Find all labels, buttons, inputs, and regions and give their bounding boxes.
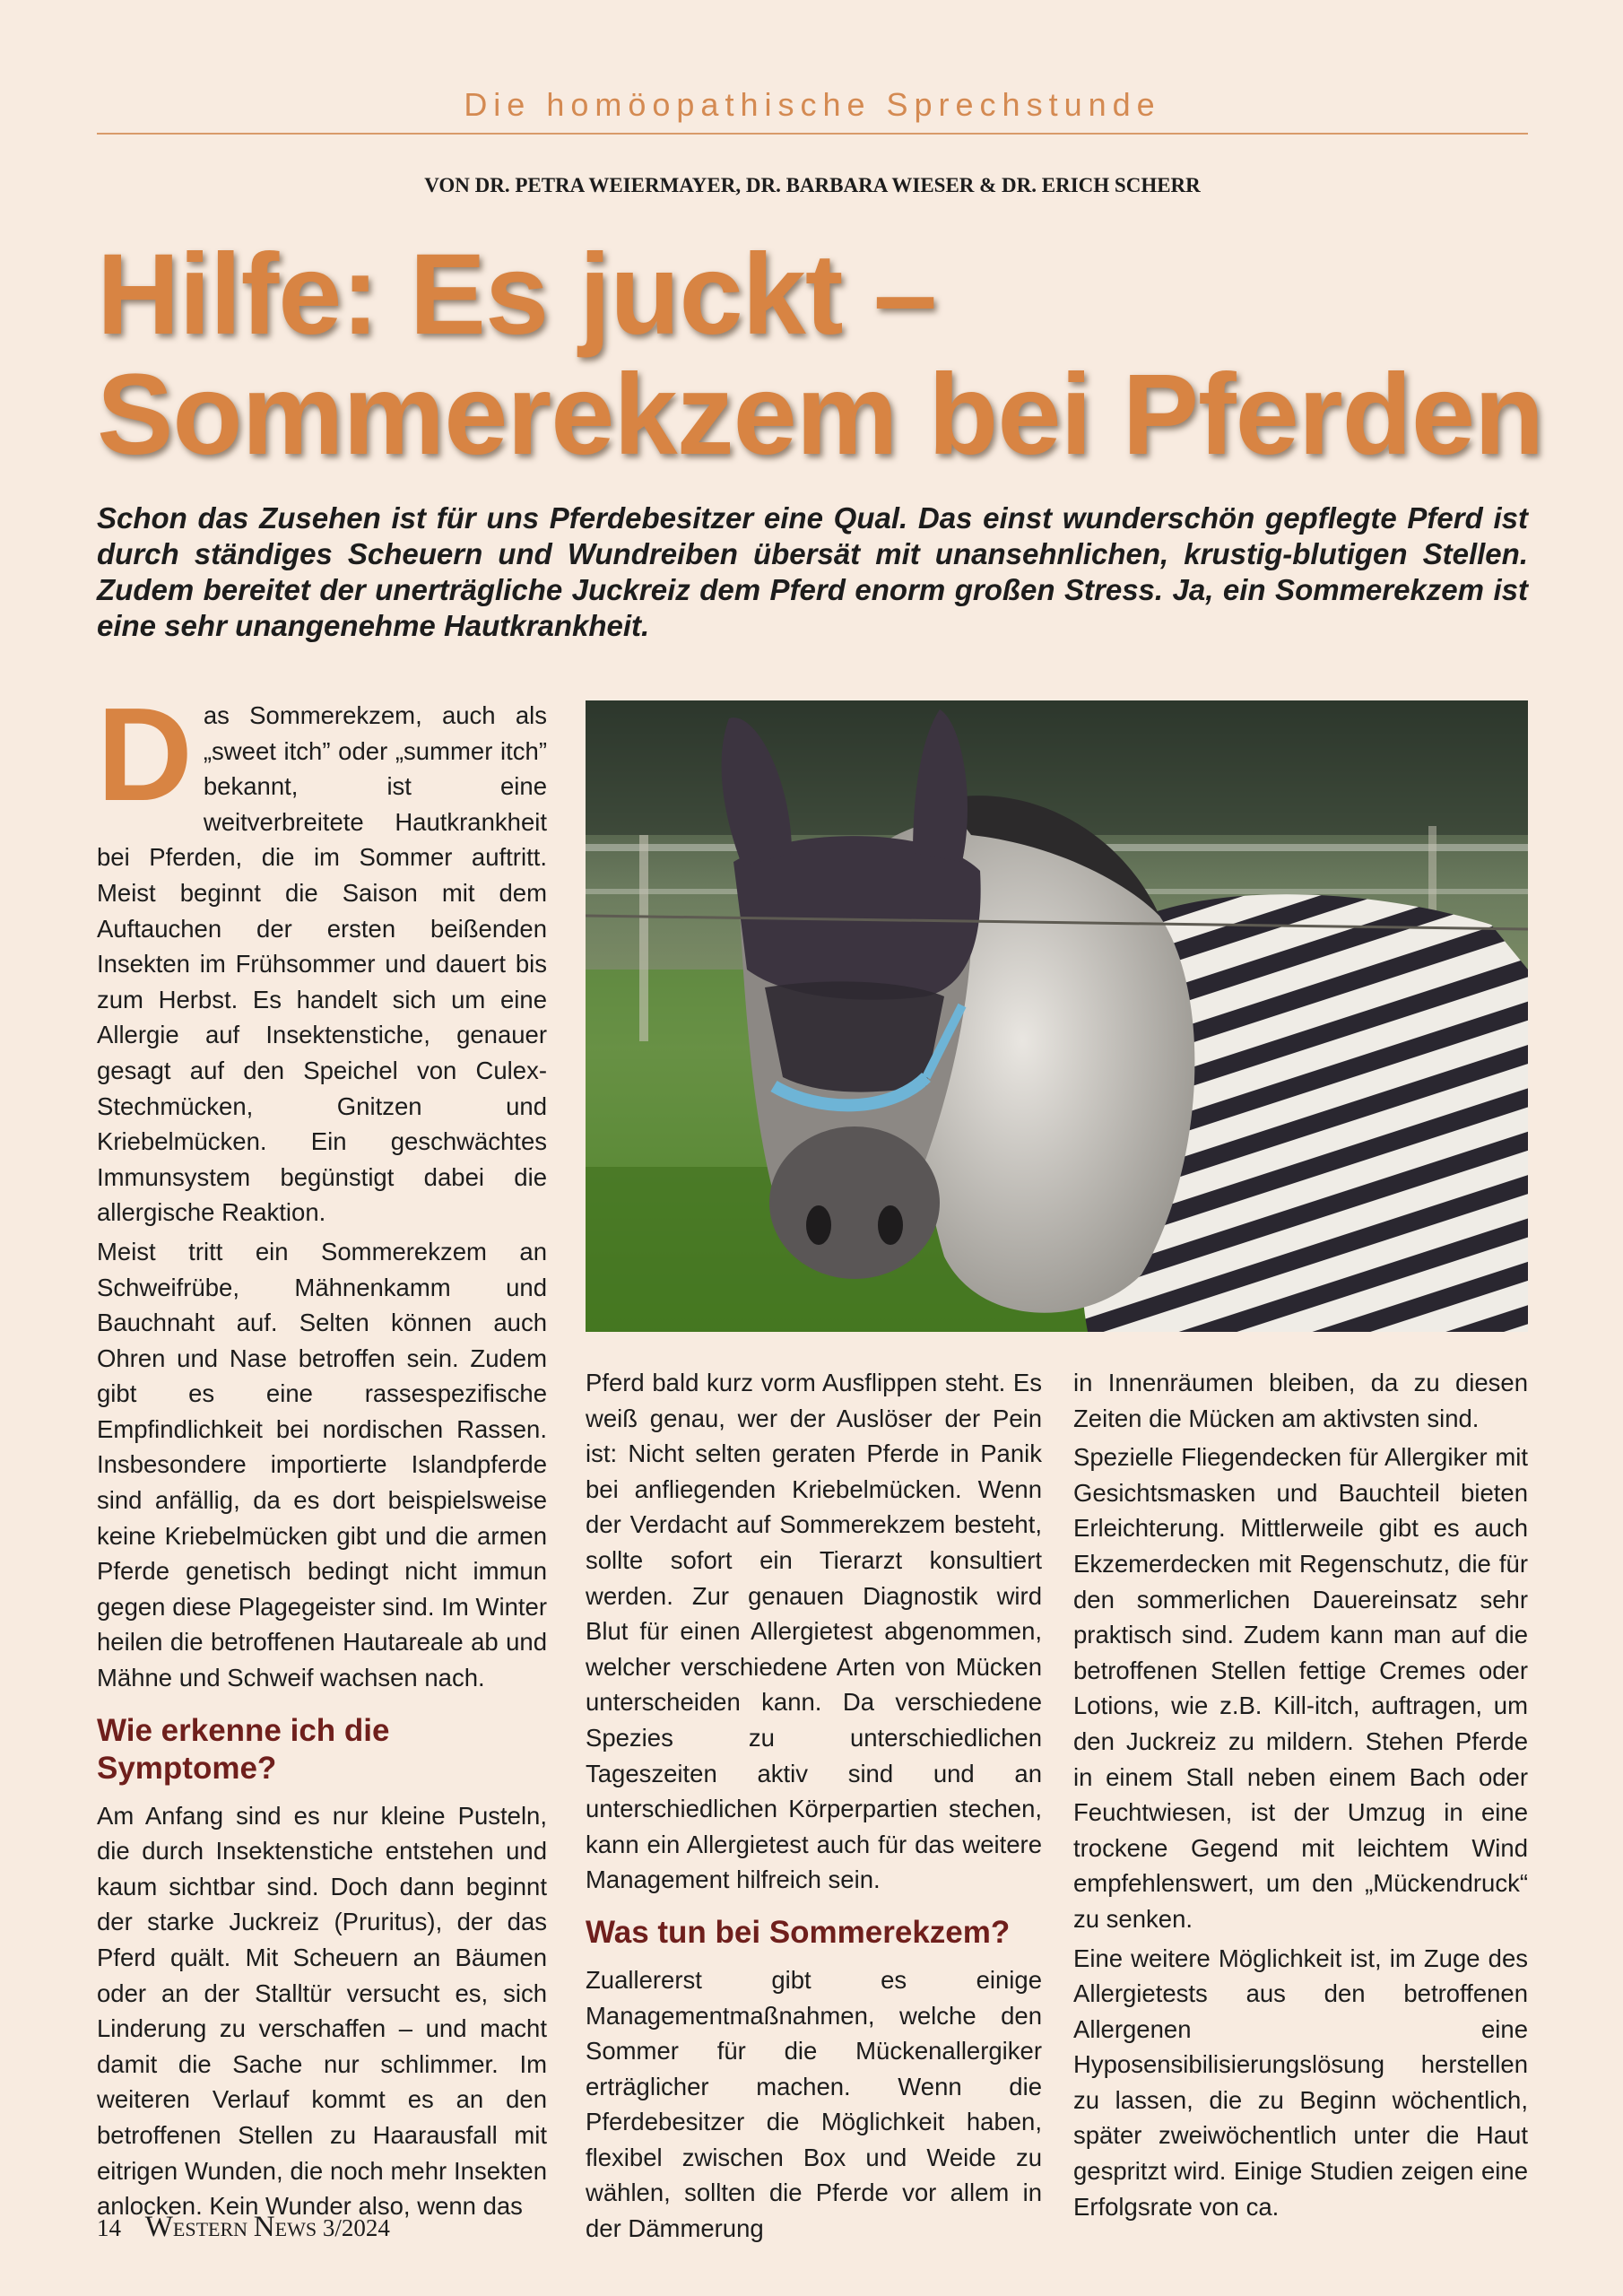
article-headline: [97, 230, 1567, 479]
header-rule: [97, 133, 1528, 135]
body-paragraph: Eine weitere Möglichkeit ist, im Zuge des Allergietests aus den betroffenen Allergenen eine Hyposensibilisierungslösung herstellen zu lassen, die zu Beginn wöchentlich, später zweiwöchentlich unter die Haut gespritzt wird. Einige Studien zeigen eine Erfolgsrate von ca.: [1073, 1944, 1528, 2221]
body-paragraph: in Innenräumen bleiben, da zu diesen Zeiten die Mücken am aktivsten sind.: [1073, 1369, 1528, 1432]
headline-line-1: Hilfe: Es juckt –: [97, 230, 937, 359]
headline-line-2: Sommerekzem bei Pferden: [97, 351, 1544, 479]
subheading-treatment: Was tun bei Sommerekzem?: [586, 1914, 1011, 1950]
body-paragraph: Spezielle Fliegendecken für Allergiker mit Gesichtsmasken und Bauchteil bieten Erleichterung. Mittlerweile gibt es auch Ekzemerdecken mit Regenschutz, die für den sommerlichen Dauereinsatz sehr praktisch sind. Zudem kann man auf die betroffenen Stellen fettige Cremes oder Lotions, wie z.B. Kill-itch, auftragen, um den Juckreiz zu mildern. Stehen Pferde in einem Stall neben einem Bach oder Feuchtwiesen, ist der Umzug in eine trockene Gegend mit leichtem Wind empfehlenswert, um den „Mückendruck“ zu senken.: [1073, 1443, 1528, 1933]
page-number: 14: [97, 2214, 121, 2241]
intro-paragraph: [97, 681, 547, 1231]
magazine-name: WESTERN NEWS: [144, 2211, 317, 2243]
body-paragraph: Am Anfang sind es nur kleine Pusteln, die durch Insektenstiche entstehen und kaum sichtbar sind. Doch dann beginnt der starke Juckreiz (Pruritus), der das Pferd quält. Mit Scheuern an Bäumen oder an der Stalltür versucht es, sich Linderung zu verschaffen – und macht damit die Sache nur schlimmer. Im weiteren Verlauf kommt es an den betroffenen Stellen zu Haarausfall mit eitrigen Wunden, die noch mehr Insekten anlocken. Kein Wunder also, wenn das: [97, 1801, 547, 2221]
horse-photo: [586, 700, 1528, 1332]
body-paragraph: Pferd bald kurz vorm Ausflippen steht. Es weiß genau, wer der Auslöser der Pein ist: Nicht selten geraten Pferde in Panik bei anfliegenden Kriebelmücken. Wenn der Verdacht auf Sommerekzem besteht, sollte sofort ein Tierarzt konsultiert werden. Zur genauen Diagnostik wird Blut für einen Allergietest abgenommen, welcher verschiedene Arten von Mücken unterscheiden kann. Da verschiedene Spezies zu unterschiedlichen Tageszeiten aktiv sind und an unterschiedlichen Körperpartien stechen, kann ein Allergietest auch für das weitere Management hilfreich sein.: [586, 1369, 1042, 1894]
intro-text: as Sommerekzem, auch als „sweet itch” oder „summer itch” bekannt, ist eine weitverbreitete Hautkrankheit bei Pferden, die im Sommer auftritt. Meist beginnt die Saison mit dem Auftauchen der ersten beißenden Insekten im Frühsommer und dauert bis zum Herbst. Es handelt sich um eine Allergie auf Insektenstiche, genauer gesagt auf den Speichel von Culex-Stechmücken, Gnitzen und Kriebelmücken. Ein geschwächtes Immunsystem begünstigt dabei die allergische Reaktion.: [97, 701, 547, 1227]
drop-cap: D: [97, 681, 193, 829]
lead-paragraph: Schon das Zusehen ist für uns Pferdebesitzer eine Qual. Das einst wunderschön gepflegte Pferd ist durch ständiges Scheuern und Wundreiben übersät mit unansehnlichen, krustig-blutigen Stellen. Zudem bereitet der unerträgliche Juckreiz dem Pferd enorm großen Stress. Ja, ein Sommerekzem ist eine sehr unangenehme Hautkrankheit.: [97, 501, 1528, 642]
column-3: [1073, 1365, 1528, 2228]
column-1: [97, 681, 547, 2228]
body-paragraph: Meist tritt ein Sommerekzem an Schweifrübe, Mähnenkamm und Bauchnaht auf. Selten können auch Ohren und Nase betroffen sein. Zudem gibt es eine rassespezifische Empfindlichkeit bei nordischen Rassen. Insbesondere importierte Islandpferde sind anfällig, da es dort beispielsweise keine Kriebelmücken gibt und die armen Pferde genetisch bedingt nicht immun gegen diese Plagegeister sind. Im Winter heilen die betroffenen Hautareale ab und Mähne und Schweif wachsen nach.: [97, 1237, 547, 1692]
byline: VON DR. PETRA WEIERMAYER, DR. BARBARA WIESER & DR. ERICH SCHERR: [424, 174, 1201, 196]
issue-number: 3/2024: [322, 2214, 390, 2241]
section-kicker: Die homöopathische Sprechstunde: [464, 86, 1161, 123]
subheading-symptoms: Wie erkenne ich die Symptome?: [97, 1712, 390, 1786]
column-2: [586, 1365, 1042, 2250]
body-paragraph: Zuallererst gibt es einige Managementmaßnahmen, welche den Sommer für die Mückenallergiker erträglicher machen. Wenn die Pferdebesitzer die Möglichkeit haben, flexibel zwischen Box und Weide zu wählen, sollten die Pferde vor allem in der Dämmerung: [586, 1965, 1042, 2243]
page-footer: [97, 2211, 390, 2244]
